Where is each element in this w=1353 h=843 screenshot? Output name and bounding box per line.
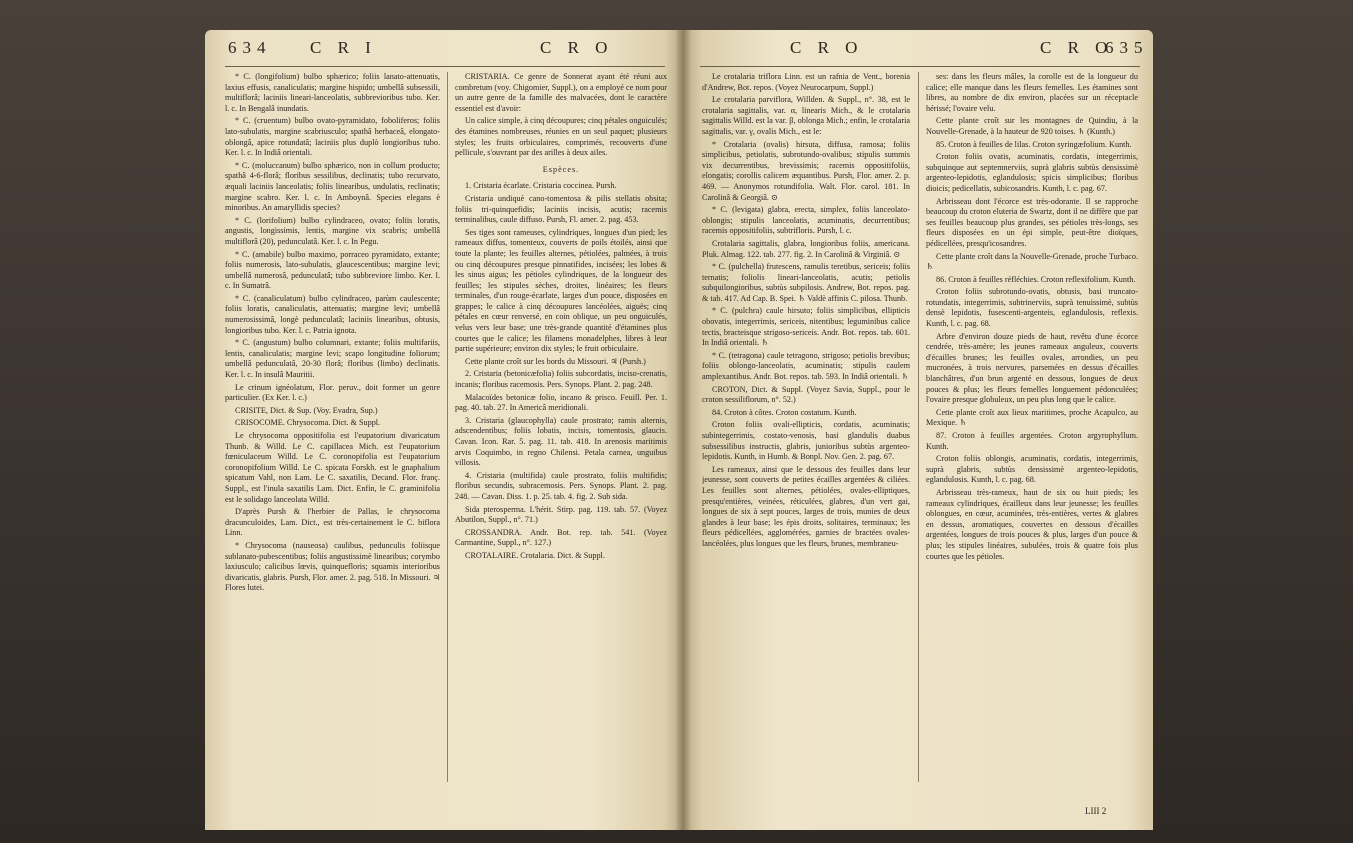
paragraph: Le crotalaria parviflora, Willden. & Suppl., n°. 38, est le crotalaria sagittalis, var. α, linearis Mich., & le crotalaria sagittalis Willd. est la var. β, oblonga Mich.; enfin, le crotalaria sagittalis, var. γ, ovalis Mich., est le:: [702, 95, 910, 136]
paragraph: * C. (longifolium) bulbo sphærico; foliis lanato-attenuatis, laxius effusis, canaliculatis; margine hispido; umbellâ subsessili, multiflorâ; laciniis lineari-lanceolatis, subbrevioribus tubo. Ker. l. c. In Bengalâ inundatis.: [225, 72, 440, 113]
entry-heading: CRISOCOME. Chrysocoma. Dict. & Suppl.: [235, 418, 381, 428]
paragraph: 4. Cristaria (multifida) caule prostrato, foliis multifidis; floribus secundis, subracemosis. Pers. Synops. Plant. 2. pag. 248. — Cavan. Diss. 1. p. 25. tab. 4. fig. 2. Sub sida.: [455, 470, 667, 501]
paragraph: * C. (amabile) bulbo maximo, porraceo pyramidato, extante; foliis numerosis, lato-subulatis, glaucescentibus; margine levi; umbellâ numerosâ, pedunculatâ; tubo subbreviore limbo. Ker. l. c. In Sumatrâ.: [225, 249, 440, 291]
paragraph: Croton foliis ovatis, acuminatis, cordatis, integerrimis, subquinque aut septemnerviis, suprà glabris subtùs densissimè argenteo-lepidotis, eglandulosis; spicis simplicibus; floribus dioicis; pedicellatis, subicosandris. Kunth, l. c. pag. 67.: [926, 152, 1138, 193]
paragraph: Arbrisseau très-rameux, haut de six ou huit pieds; les rameaux cylindriques, écailleux dans leur jeunesse; les feuilles oblongues, en cœur, acuminées, très-entières, vertes & glabres en dessus, aromatiques, couvertes en dessous d'écailles argentées, longues de trois pouces & plus, larges d'un pouce & plus; les stipules linéaires, subulées, trois & quatre fois plus courtes que les pétioles.: [926, 487, 1138, 561]
paragraph: 87. Croton à feuilles argentées. Croton argyrophyllum. Kunth.: [926, 431, 1138, 451]
left-column-1: [225, 72, 440, 792]
paragraph: ses: dans les fleurs mâles, la corolle est de la longueur du calice; elle manque dans les fleurs femelles. Les étamines sont libres, au nombre de dix environ, placées sur un réceptacle hérissé; l'ovaire velu.: [926, 72, 1138, 113]
paragraph: Le crotalaria triflora Linn. est un rafnia de Vent., borenia d'Andrew, Bot. repos. (Voyez Neurocarpum, Suppl.): [702, 72, 910, 92]
paragraph: Croton foliis ovali-ellipticis, cordatis, acuminatis; subintegerrimis, costato-venosis, basi glandulis duabus subsessilibus instructis, glabris, junioribus subtùs argenteo-lepidotis. Kunth, in Humb. & Bonpl. Nov. Gen. 2. pag. 67.: [702, 420, 910, 462]
paragraph: * C. (tetragona) caule tetragono, strigoso; petiolis brevibus; foliis oblongo-lanceolatis, acuminatis; stipulis caulem amplexantibus. Andr. Bot. repos. tab. 593. In Indiâ orientali. ♄: [702, 350, 910, 382]
entry-heading: CROTALAIRE. Crotalaria. Dict. & Suppl.: [465, 550, 605, 560]
paragraph: Cette plante croît aux lieux maritimes, proche Acapulco, au Mexique. ♄: [926, 407, 1138, 428]
paragraph: * Chrysocoma (nauseosa) caulibus, pedunculis foliisque sublanato-pubescentibus; foliis angustissimè linearibus; corymbo laxiusculo; calicibus lœvis, quinquefloris; squamis interioribus divaricatis, glabris. Pursh, Flor. amer. 2. pag. 518. In Missouri. ♃ Flores lutei.: [225, 540, 440, 593]
paragraph: D'après Pursh & l'herbier de Pallas, le chrysocoma dracunculoides, Lam. Dict., est très-certainement le C. biflora Linn.: [225, 507, 440, 538]
paragraph: * C. (canaliculatum) bulbo cylindraceo, parùm caulescente; foliis loratis, canaliculatis, attenuatis; margine levi; umbellâ numerosissimâ, longè pedunculatâ; laciniis linearibus, obtusis, longioribus tubo. Ker. l. c. Patria ignota.: [225, 293, 440, 335]
paragraph: 3. Cristaria (glaucophylla) caule prostrato; ramis alternis, adscendentibus; foliis lobatis, incisis, tomentosis, glaucis. Cavan. Icon. Rar. 5. pag. 11. tab. 418. In arenosis maritimis arvis Coquimbo, in regno Chilensi. Petala carnea, unguibus villosis.: [455, 415, 667, 468]
paragraph: 84. Croton à côtes. Croton costatum. Kunth.: [712, 407, 857, 417]
paragraph: * C. (pulchra) caule hirsuto; foliis simplicibus, ellipticis obovatis, integerrimis, sericeis, nitentibus; leguminibus calice tectis, bracteisque strigoso-sericeis. Andr. Bot. repos. tab. 601. In Indiâ orientali. ♄: [702, 306, 910, 348]
paragraph: * C. (lorifolium) bulbo cylindraceo, ovato; foliis loratis, angustis, longissimis, lentis, margine vix scabris; umbellâ multiflorâ (20), pedunculatâ. Ker. l. c. In Pegu.: [225, 215, 440, 246]
paragraph: 85. Croton à feuilles de lilas. Croton syringæfolium. Kunth.: [936, 139, 1132, 149]
paragraph: Croton foliis oblongis, acuminatis, cordatis, integerrimis, suprà glabris, subtùs densissimè argenteo-lepidotis, eglandulosis. Kunth, l. c. pag. 68.: [926, 454, 1138, 485]
paragraph: * C. (moluccanum) bulbo sphærico, non in collum producto; spathâ 4-6-florâ; floribus sessilibus, declinatis; tubo recurvato, æquali laciniis lanceolatis; foliis linearibus, undulatis, reclinatis; margine scabro. Ker. l. c. In Amboynâ. Species elegans è minoribus. An amaryllidis species?: [225, 160, 440, 213]
book-gutter: [675, 30, 691, 830]
paragraph: Cristaria undiquè cano-tomentosa & pilis stellatis obsita; foliis tri-quinquefidis; laciniis incisis, acutis; racemis terminalibus, caule diffuso. Pursh, Fl. amer. 2. pag. 453.: [455, 193, 667, 225]
paragraph: CRISTARIA. Ce genre de Sonnerat ayant été réuni aux combretum (voy. Chigomier, Suppl.), on a employé ce nom pour un autre genre de la famille des malvacées, dont le caractère essentiel est d'avoir:: [455, 72, 667, 113]
left-header-right: C R O: [540, 38, 614, 57]
right-header-left: C R O: [790, 38, 864, 57]
right-column-2: [926, 72, 1138, 792]
left-header-left: C R I: [310, 38, 377, 57]
paragraph: 2. Cristaria (betonicæfolia) foliis subcordatis, inciso-crenatis, incanis; floribus racemosis. Pers. Synops. Plant. 2. pag. 248.: [455, 369, 667, 390]
right-page-number: 635: [1105, 38, 1149, 57]
signature-mark: LIII 2: [1085, 806, 1107, 816]
paragraph: * C. (cruentum) bulbo ovato-pyramidato, foboliferos; foliis lato-subulatis, margine scabriusculo; spathâ herbaceâ, elongato-oblongâ, apice rotundatâ; laciniis plus duplò longioribus tubo. Ker. l. c. In Indiâ orientali.: [225, 116, 440, 158]
paragraph: Un calice simple, à cinq découpures; cinq pétales onguiculés; des étamines nombreuses, réunies en un seul paquet; plusieurs styles; les fruits orbiculaires, comprimés, recouverts d'une pellicule, s'ouvrant par des arilles à deux ailes.: [455, 116, 667, 158]
right-column-1: [702, 72, 910, 792]
left-column-2: [455, 72, 667, 792]
paragraph: Le crinum ignéolatum, Flor. peruv., doit former un genre particulier. (Ex Ker. l. c.): [225, 382, 440, 403]
entry-heading: CROTON, Dict. & Suppl. (Voyez Savia, Suppl., pour le croton sessiliflorum, n°. 52.): [702, 384, 910, 405]
paragraph: Croton foliis subrotundo-ovatis, obtusis, basi truncato-rotundatis, integerrimis, subtrinerviis, suprà tenuissimè, subtùs densè lepidotis, fusescenti-argenteis, eglandulosis, reflexis. Kunth, l. c. pag. 68.: [926, 287, 1138, 329]
paragraph: Ses tiges sont rameuses, cylindriques, longues d'un pied; les rameaux diffus, tomenteux, couverts de poils étoilés, ainsi que toute la plante; les feuilles alternes, pétiolées, palmées, à trois ou cinq découpures presque pinnatifides, incisées; les lobes & les sinus aigus; les pétioles cylindriques, de la longueur des feuilles; les stipules sèches, droites, linéaires; les fleurs terminales, d'un rouge-écarlate, larges d'un pouce, disposées en grappes; le calice à cinq découpures lancéolées, aiguës; cinq pétales en cœur renversé, en coin oblique, un peu onguiculés, velus vers leur base; une très-grande quantité d'étamines plus courtes que le calice; les filamens monadelphes, libres à leur partie supérieure; environ dix styles; le fruit orbiculaire.: [455, 227, 667, 354]
paragraph: Arbre d'environ douze pieds de haut, revêtu d'une écorce cendrée, très-amère; les jeunes rameaux anguleux, couverts d'écailles brunes; les feuilles ovales, arrondies, un peu mucronées, à trois nervures, parsemées en dessus d'écailles blanchâtres, d'un brun argenté en dessous, longues de deux pouces & plus; les fleurs femelles longuement pédonculées; l'ovaire presque globuleux, un peu plus long que le calice.: [926, 331, 1138, 405]
paragraph: Le chrysocoma oppositifolia est l'eupatorium divaricatum Thunb. & Willd. Le C. capillacea Mich. est l'eupatorium fœniculaceum Willd. Le C. coronopifolia est l'eupatorium coronopifolium Willd. Le C. spicata Forskh. est le gnaphalium spicatum Vahl, non Lam. Le C. saxatilis, Decand. Flor. franç. Suppl., est l'inula saxatilis Lam. Dict. Enfin, le C. graminifolia est le solidago lanceolata Willd.: [225, 431, 440, 504]
paragraph: Cette plante croît sur les bords du Missouri. ♃ (Pursh.): [465, 356, 646, 366]
paragraph: * C. (levigata) glabra, erecta, simplex, foliis lanceolato-oblongis; stipulis lanceolatis, acuminatis, decurrentibus; racemis oppositifoliis, subtrifloris. Pursh, l. c.: [702, 205, 910, 236]
paragraph: Les rameaux, ainsi que le dessous des feuilles dans leur jeunesse, sont couverts de petites écailles argentées & ciliées. Les feuilles sont alternes, pétiolées, ovales-elliptiques, presqu'entières, veinées, réticulées, glabres, d'un vert gai, longues de six à sept pouces, larges de trois, munies de deux glandes à leur base; les épis droits, solitaires, terminaux; les fleurs pédicellées, agglomérées, garnies de bractées ovales-lancéolées, plus longues que les fleurs, brunes, membraneu-: [702, 464, 910, 548]
paragraph: Crotalaria sagittalis, glabra, longioribus foliis, americana. Pluk. Almag. 122. tab. 277. fig. 2. In Carolinâ & Virginiâ. ⊙: [702, 238, 910, 259]
right-header-rule: [700, 66, 1140, 67]
paragraph: CROSSANDRA. Andr. Bot. rep. tab. 541. (Voyez Carmantine, Suppl., n°. 127.): [455, 527, 667, 548]
left-column-divider: [447, 72, 448, 782]
left-header-rule: [225, 66, 665, 67]
paragraph: 1. Cristaria écarlate. Cristaria coccinea. Pursh.: [465, 181, 617, 191]
right-column-divider: [918, 72, 919, 782]
paragraph: Malacoïdes betonicæ folio, incano & prisco. Feuill. Per. 1. pag. 40. tab. 27. In Americâ meridionali.: [455, 392, 667, 413]
paragraph: Sida pterosperma. L'hérit. Stirp. pag. 119. tab. 57. (Voyez Abutilon, Suppl., n°. 71.): [455, 504, 667, 525]
paragraph: 86. Croton à feuilles réfléchies. Croton reflexifolium. Kunth.: [936, 274, 1136, 284]
right-header-right: C R O: [1040, 38, 1114, 57]
left-page-number: 634: [228, 38, 272, 57]
paragraph: Arbrisseau dont l'écorce est très-odorante. Il se rapproche beaucoup du croton eluteria de Swartz, dont il ne diffère que par ses feuilles beaucoup plus grandes, ses pétioles très-longs, ses fleurs disposées en un épi simple, peut-être dioïques, pédicellées, presqu'icosandres.: [926, 196, 1138, 248]
entry-heading: CRISITE, Dict. & Sup. (Voy. Evadra, Sup.): [235, 405, 378, 415]
paragraph: Cette plante croît sur les montagnes de Quindiu, à la Nouvelle-Grenade, à la hauteur de 920 toises. ♄ (Kunth.): [926, 116, 1138, 136]
section-heading: Espèces.: [542, 164, 580, 174]
paragraph: Cette plante croît dans la Nouvelle-Grenade, proche Turbaco. ♄: [926, 251, 1138, 272]
paragraph: * C. (pulchella) frutescens, ramulis teretibus, sericeis; foliis ternatis; foliolis lineari-lanceolatis, acutis; petiolis subquilongioribus, subtùs subpilosis. Andrew, Bot. repos. pag. & tab. 417. Ad Cap. B. Spei. ♄ Valdè affinis C. pilosa. Thunb.: [702, 262, 910, 303]
paragraph: * Crotalaria (ovalis) hirsuta, diffusa, ramosa; foliis simplicibus, petiolatis, subrotundo-ovalibus; stipulis summis vix decurrentibus, brevissimis; racemis oppositifoliis, elongatis; corollis calicem æquantibus. Pursh, Flor. amer. 2. p. 469. — Anonymos rotundifolia. Walt. Flor. carol. 181. In Carolinâ & Georgiâ. ⊙: [702, 139, 910, 202]
paragraph: * C. (angustum) bulbo columnari, extante; foliis multifariis, lentis, canaliculatis; margine levi; scapo longitudine foliorum; umbellâ pedunculatâ, 20-30 florâ; floribus (limbo) declinatis. Ker. l. c. In insulâ Mauritii.: [225, 338, 440, 380]
